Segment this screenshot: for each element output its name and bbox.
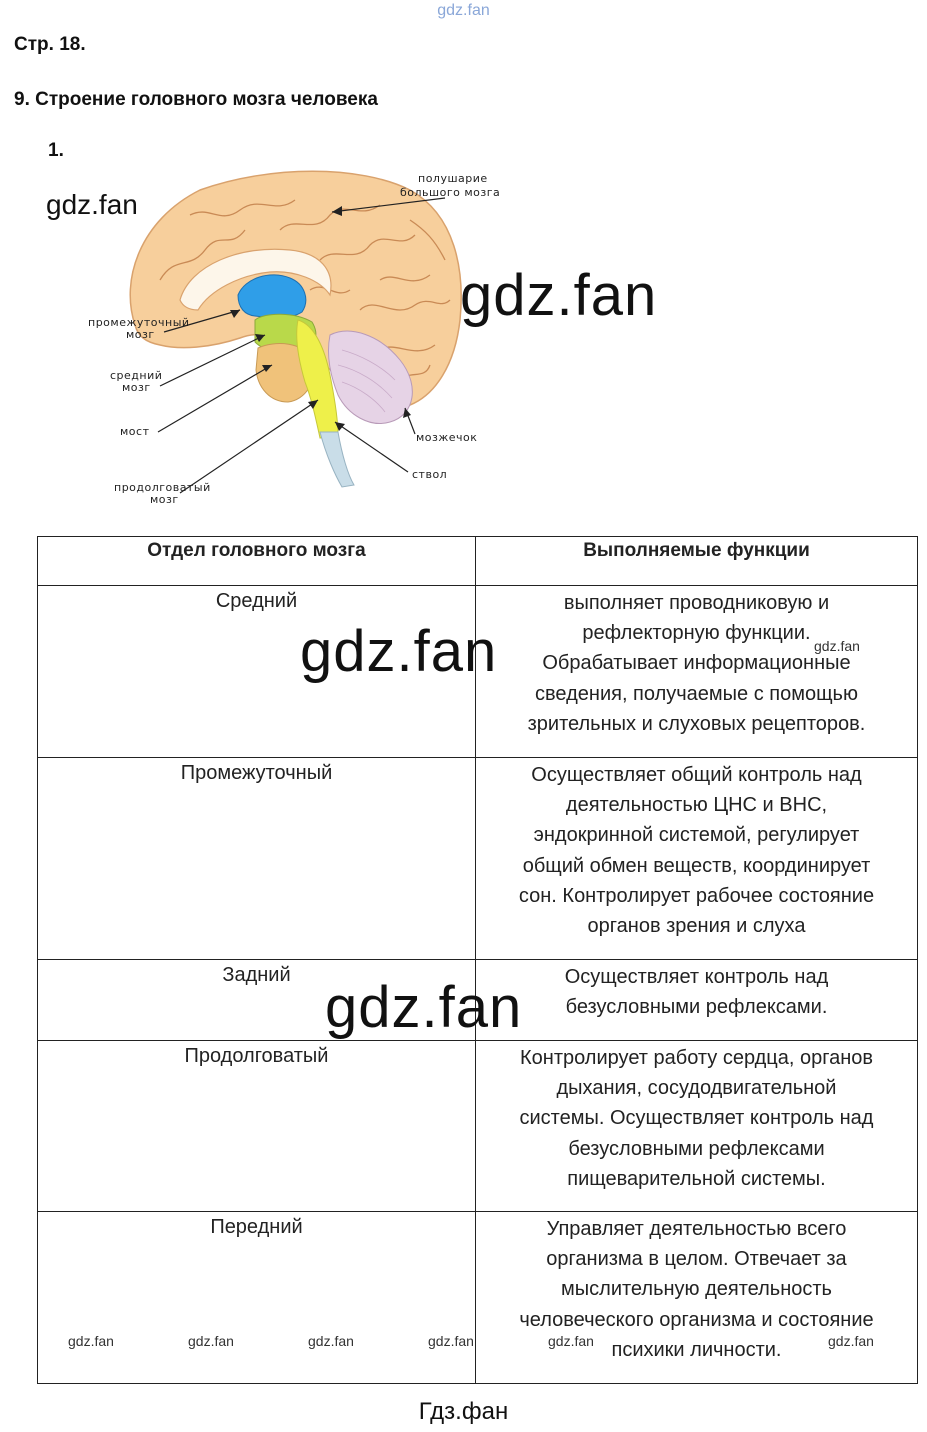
label-cerebellum: мозжечок	[416, 431, 478, 444]
function-line: органов зрения и слуха	[587, 915, 806, 938]
function-line: безусловными рефлексами	[568, 1137, 825, 1160]
function-line: сведения, получаемые с помощью	[535, 682, 858, 705]
function-line: безусловными рефлексами.	[565, 996, 828, 1019]
label-hemisphere-2: большого мозга	[400, 186, 501, 199]
function-line: Обрабатывает информационные	[542, 652, 851, 675]
label-stem: ствол	[412, 468, 448, 481]
functions-cell	[476, 960, 918, 1041]
function-line: Осуществляет контроль над	[564, 966, 829, 988]
task-number: 1.	[48, 140, 64, 161]
section-cell: Передний	[38, 1212, 476, 1384]
label-midbrain-2: мозг	[122, 381, 151, 394]
functions-cell	[476, 758, 918, 960]
function-line: дыхания, сосудодвигательной	[556, 1077, 837, 1100]
label-hemisphere-1: полушарие	[418, 172, 488, 185]
function-line: человеческого организма и состояние	[519, 1308, 874, 1331]
label-pons: мост	[120, 425, 150, 438]
function-line: мыслительную деятельность	[561, 1278, 832, 1301]
header-functions: Выполняемые функции	[476, 537, 918, 586]
table-row	[38, 1041, 918, 1212]
table-row	[38, 1212, 918, 1384]
watermark-bottom: gdz.fan	[308, 1333, 354, 1349]
watermark-table-small: gdz.fan	[814, 638, 860, 654]
function-line: системы. Осуществляет контроль над	[519, 1107, 874, 1130]
function-line: пищеварительной системы.	[567, 1167, 826, 1190]
functions-cell	[476, 1041, 918, 1212]
function-line: рефлекторную функции.	[582, 622, 811, 645]
label-diencephalon-2: мозг	[126, 328, 155, 341]
function-line: Осуществляет общий контроль над	[531, 764, 862, 786]
watermark-bottom: gdz.fan	[68, 1333, 114, 1349]
label-midbrain-1: средний	[110, 369, 163, 382]
function-line: эндокринной системой, регулирует	[533, 824, 860, 847]
section-cell: Промежуточный	[38, 758, 476, 960]
watermark-diagram-small: gdz.fan	[46, 189, 138, 220]
page-number: Стр. 18.	[14, 34, 86, 55]
function-line: сон. Контролирует рабочее состояние	[518, 884, 875, 907]
function-line: Контролирует работу сердца, органов	[520, 1047, 873, 1069]
table-header-row	[38, 537, 918, 586]
functions-cell	[476, 586, 918, 758]
function-line: организма в целом. Отвечает за	[546, 1248, 847, 1271]
function-line: выполняет проводниковую и	[563, 592, 830, 614]
label-medulla-1: продолговатый	[114, 481, 211, 494]
brain-diagram	[80, 160, 540, 510]
functions-cell	[476, 1212, 918, 1384]
watermark-bottom: gdz.fan	[188, 1333, 234, 1349]
footer-watermark: Гдз.фан	[418, 1398, 509, 1425]
header-section: Отдел головного мозга	[38, 537, 476, 586]
watermark-top: gdz.fan	[437, 2, 490, 19]
table-row	[38, 758, 918, 960]
section-cell: Продолговатый	[38, 1041, 476, 1212]
function-line: общий обмен веществ, координирует	[522, 854, 871, 877]
spinal-stem	[320, 432, 354, 487]
watermark-bottom: gdz.fan	[428, 1333, 474, 1349]
function-line: зрительных и слуховых рецепторов.	[527, 712, 866, 735]
label-medulla-2: мозг	[150, 493, 179, 506]
watermark-bottom: gdz.fan	[828, 1333, 874, 1349]
function-line: деятельностью ЦНС и ВНС,	[565, 794, 828, 817]
section-cell: Средний	[38, 586, 476, 758]
function-line: Управляет деятельностью всего	[546, 1218, 847, 1240]
section-title: 9. Строение головного мозга человека	[14, 89, 378, 110]
section-cell: Задний	[38, 960, 476, 1041]
watermark-bottom: gdz.fan	[548, 1333, 594, 1349]
watermark-diagram-big: gdz.fan	[460, 263, 658, 328]
label-diencephalon-1: промежуточный	[88, 316, 190, 329]
watermark-table-big-2: gdz.fan	[325, 975, 523, 1040]
function-line: психики личности.	[611, 1338, 782, 1361]
watermark-table-big-1: gdz.fan	[300, 619, 498, 684]
